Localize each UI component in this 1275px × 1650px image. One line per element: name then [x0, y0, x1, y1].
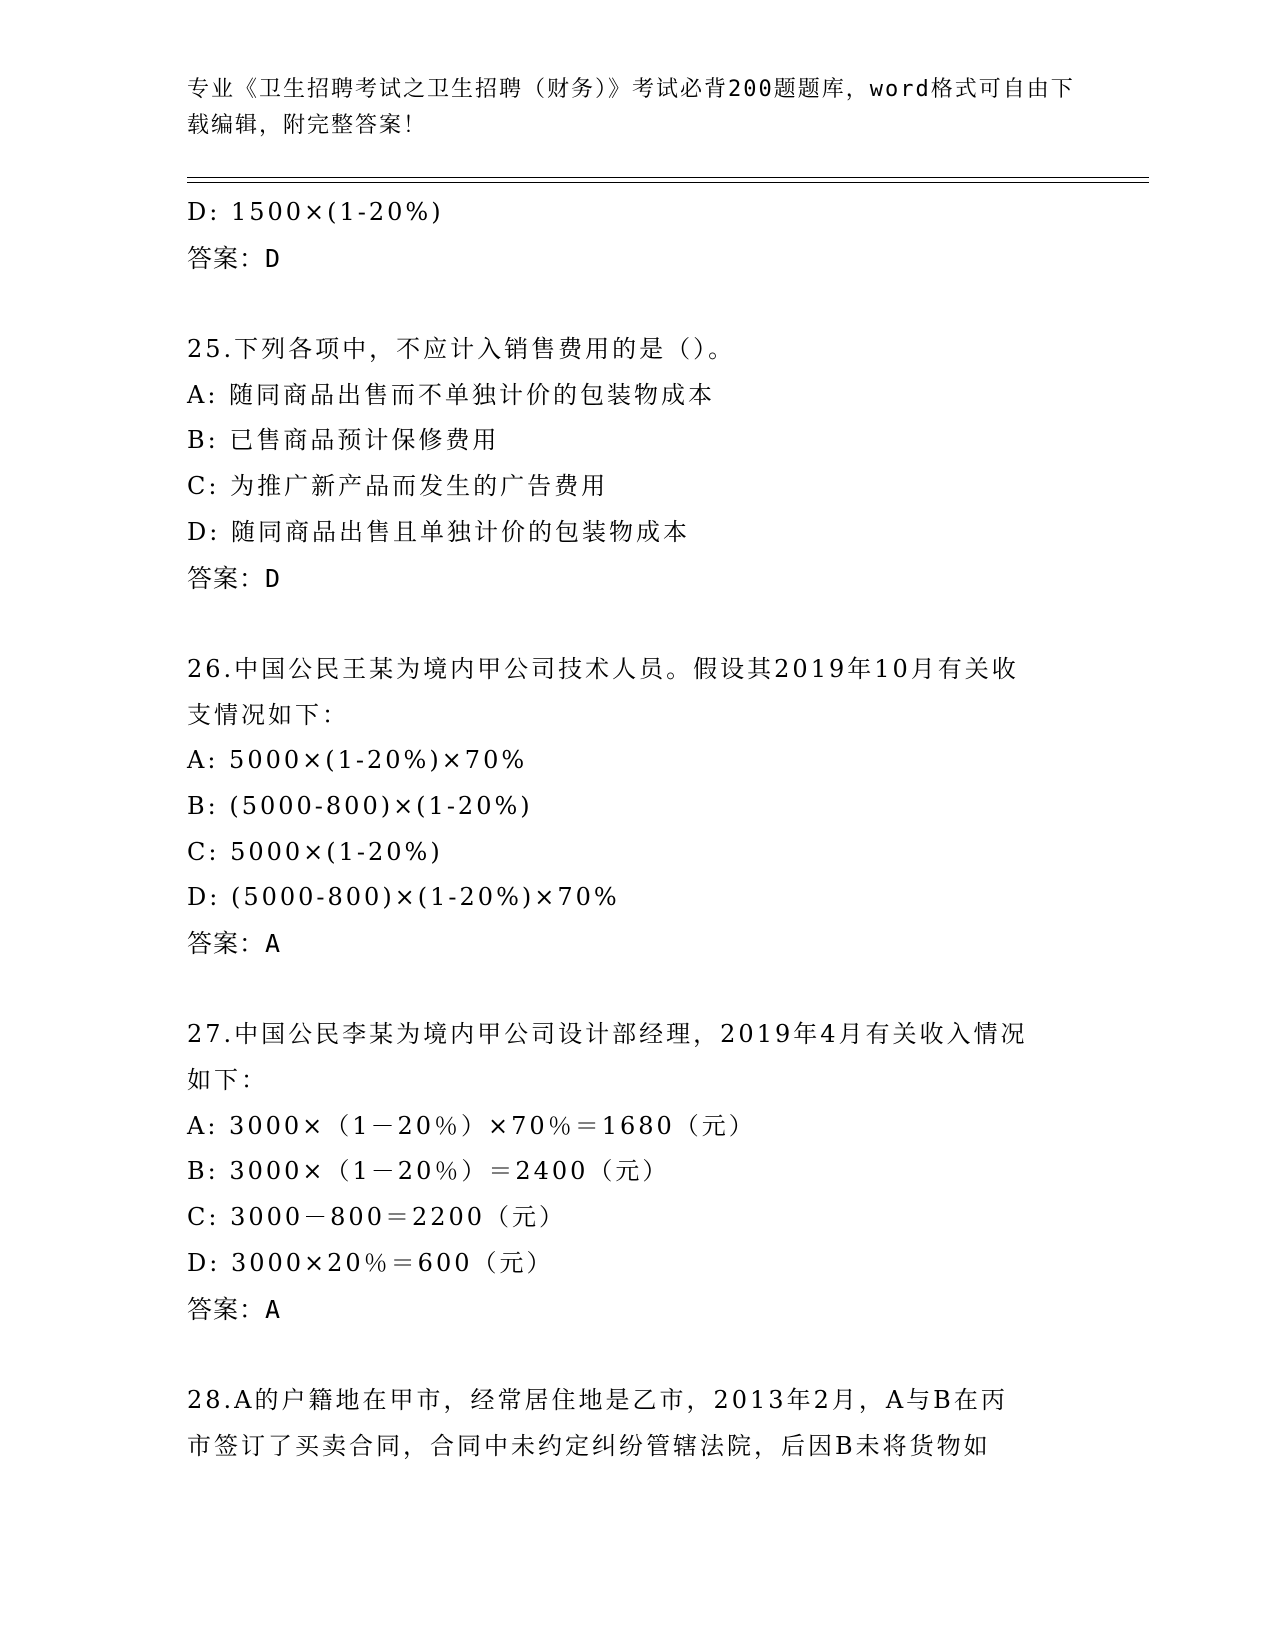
option-a: A: 随同商品出售而不单独计价的包装物成本: [187, 380, 716, 409]
spacer: [187, 601, 1087, 647]
spacer: [187, 1332, 1087, 1378]
option-b: B: 已售商品预计保修费用: [187, 426, 500, 455]
option-c: C: 5000×(1-20%): [187, 837, 443, 866]
option-d: D: 3000×20％＝600（元）: [187, 1248, 554, 1277]
option-b: B: 3000×（1－20％）＝2400（元）: [187, 1157, 670, 1186]
question-28-stem: 28.A的户籍地在甲市，经常居住地是乙市，2013年2月，A与B在丙: [187, 1385, 1008, 1414]
question-26-stem: 26.中国公民王某为境内甲公司技术人员。假设其2019年10月有关收: [187, 654, 1019, 683]
question-25-stem: 25.下列各项中，不应计入销售费用的是（）。: [187, 335, 736, 364]
option-d: D: 随同商品出售且单独计价的包装物成本: [187, 517, 690, 546]
option-a: A: 5000×(1-20%)×70%: [187, 746, 528, 775]
question-28-stem-cont: 市签订了买卖合同，合同中未约定纠纷管辖法院，后因B未将货物如: [187, 1431, 991, 1460]
answer-line: 答案：A: [187, 929, 282, 958]
question-26-stem-cont: 支情况如下：: [187, 700, 349, 729]
question-27-stem: 27.中国公民李某为境内甲公司设计部经理，2019年4月有关收入情况: [187, 1020, 1028, 1049]
option-b: B: (5000-800)×(1-20%): [187, 791, 533, 820]
header-divider-bottom: [187, 182, 1149, 183]
option-d: D: 1500×(1-20%): [187, 198, 444, 226]
option-d: D: (5000-800)×(1-20%)×70%: [187, 883, 620, 912]
answer-line: 答案：D: [187, 243, 282, 273]
option-c: C: 3000－800＝2200（元）: [187, 1203, 567, 1232]
question-27-stem-cont: 如下：: [187, 1066, 268, 1095]
spacer: [187, 281, 1087, 327]
header-divider-top: [187, 177, 1149, 178]
spacer: [187, 967, 1087, 1013]
answer-line: 答案：D: [187, 563, 282, 593]
option-c: C: 为推广新产品而发生的广告费用: [187, 472, 609, 501]
document-header: 专业《卫生招聘考试之卫生招聘（财务）》考试必背200题题库，word格式可自由下载编辑，附完整答案！: [187, 77, 1075, 138]
answer-line: 答案：A: [187, 1294, 282, 1324]
option-a: A: 3000×（1－20％）×70％＝1680（元）: [187, 1111, 756, 1140]
document-body: [187, 190, 1087, 1469]
